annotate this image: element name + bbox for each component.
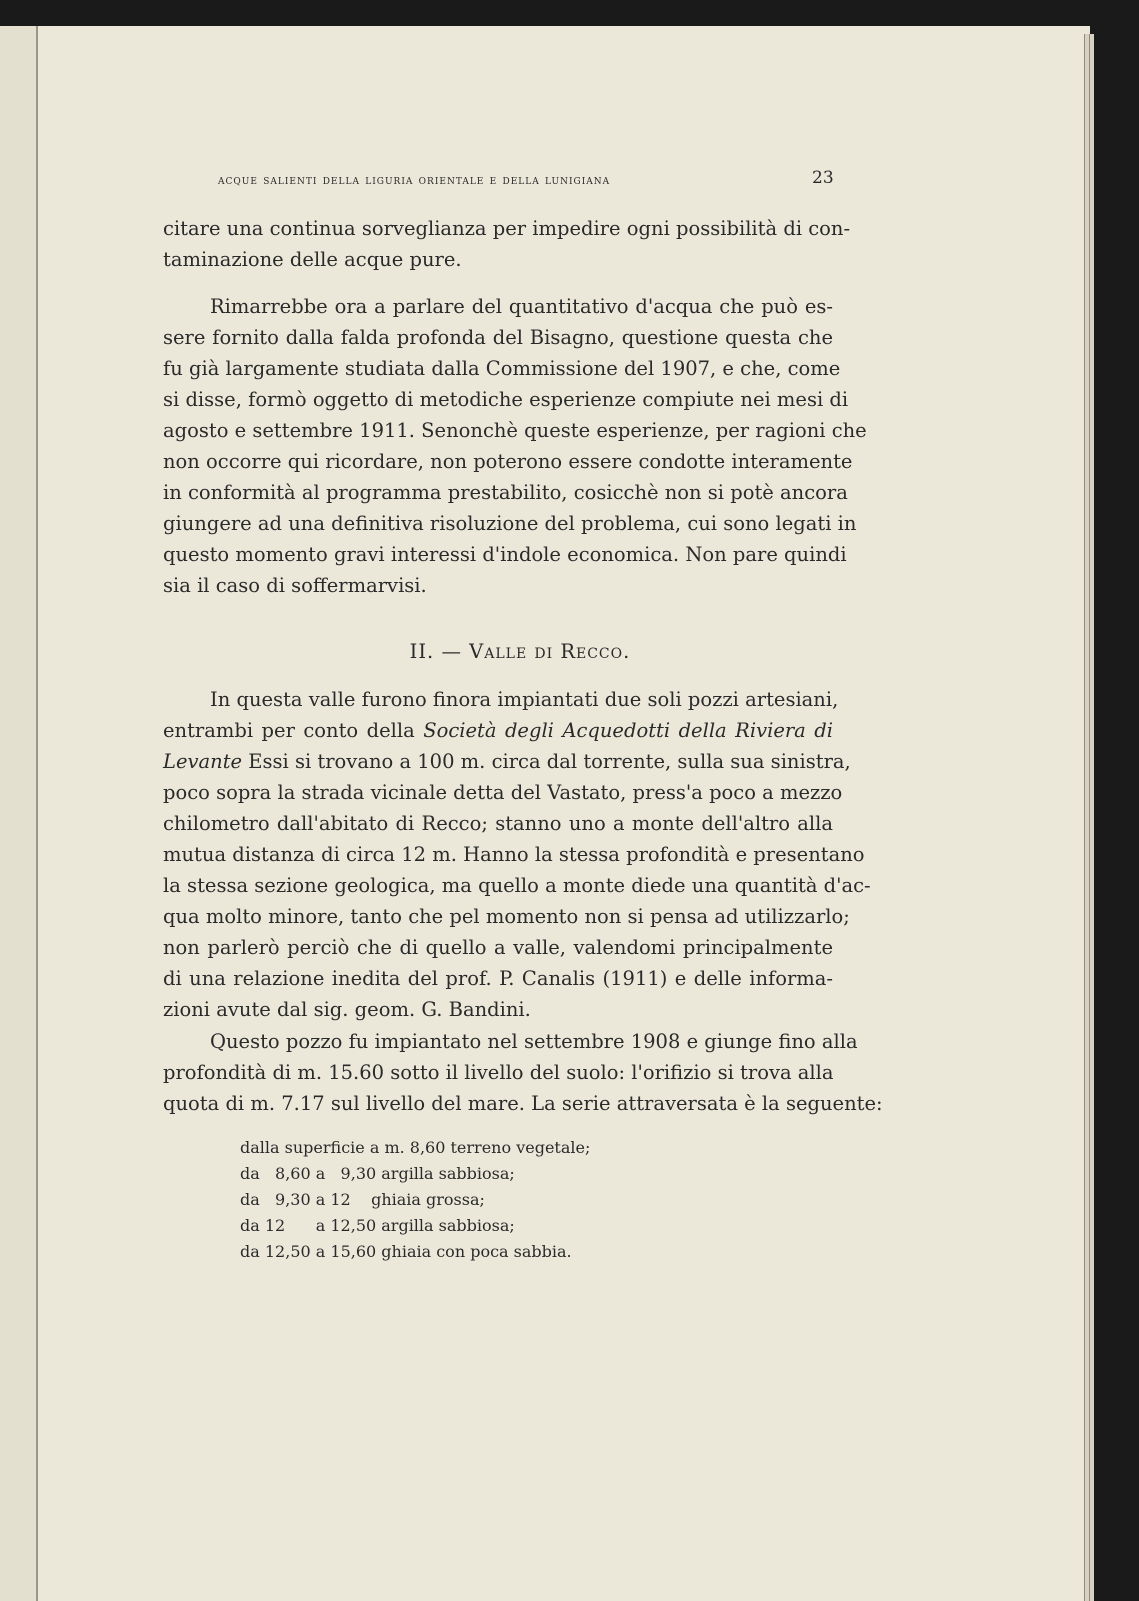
text-line: questo momento gravi interessi d'indole economica. Non pare quindi <box>163 543 847 566</box>
institution-name: Società degli Acquedotti della Riviera di <box>423 719 833 742</box>
text-line: in conformità al programma prestabilito, cosicchè non si potè ancora <box>163 481 848 504</box>
page-edge <box>1089 34 1094 1601</box>
previous-page-edge <box>0 26 38 1601</box>
running-header: acque salienti della liguria orientale e della lunigiana <box>218 172 611 188</box>
strata-row: dalla superficie a m. 8,60 terreno vegetale; <box>240 1138 591 1157</box>
text-line: poco sopra la strada vicinale detta del Vastato, press'a poco a mezzo <box>163 781 843 804</box>
text-line: mutua distanza di circa 12 m. Hanno la stessa profondità e presentano <box>163 843 865 866</box>
text-line <box>163 719 833 743</box>
text-line: zioni avute dal sig. geom. G. Bandini. <box>163 998 531 1021</box>
text-line: citare una continua sorveglianza per impedire ogni possibilità di con- <box>163 217 851 240</box>
page-number: 23 <box>812 168 834 188</box>
text-line: giungere ad una definitiva risoluzione del problema, cui sono legati in <box>163 512 857 535</box>
strata-row: da 12 a 12,50 argilla sabbiosa; <box>240 1216 515 1235</box>
text-line: sia il caso di soffermarvisi. <box>163 574 427 597</box>
text-line: quota di m. 7.17 sul livello del mare. La serie attraversata è la seguente: <box>163 1092 883 1115</box>
text-line: sere fornito dalla falda profonda del Bisagno, questione questa che <box>163 326 833 349</box>
strata-row: da 12,50 a 15,60 ghiaia con poca sabbia. <box>240 1242 572 1261</box>
text-line: fu già largamente studiata dalla Commissione del 1907, e che, come <box>163 357 841 380</box>
text-span: Essi si trovano a 100 m. circa dal torrente, sulla sua sinistra, <box>242 750 851 773</box>
institution-name: Levante <box>163 750 243 773</box>
text-line: di una relazione inedita del prof. P. Canalis (1911) e delle informa- <box>163 967 833 990</box>
text-line: profondità di m. 15.60 sotto il livello del suolo: l'orifizio si trova alla <box>163 1061 834 1084</box>
text-line <box>163 750 851 774</box>
text-line: non parlerò perciò che di quello a valle, valendomi principalmente <box>163 936 833 959</box>
strata-row: da 9,30 a 12 ghiaia grossa; <box>240 1190 485 1209</box>
section-heading: II. — Valle di Recco. <box>409 640 631 663</box>
text-line: taminazione delle acque pure. <box>163 248 462 271</box>
text-line: si disse, formò oggetto di metodiche esperienze compiute nei mesi di <box>163 388 849 411</box>
text-line: la stessa sezione geologica, ma quello a monte diede una quantità d'ac- <box>163 874 871 897</box>
text-line: agosto e settembre 1911. Senonchè queste esperienze, per ragioni che <box>163 419 867 442</box>
text-line: qua molto minore, tanto che pel momento non si pensa ad utilizzarlo; <box>163 905 850 928</box>
text-line: Questo pozzo fu impiantato nel settembre 1908 e giunge fino alla <box>210 1030 858 1053</box>
text-line: chilometro dall'abitato di Recco; stanno uno a monte dell'altro alla <box>163 812 833 835</box>
text-line: Rimarrebbe ora a parlare del quantitativo d'acqua che può es- <box>210 295 833 318</box>
strata-row: da 8,60 a 9,30 argilla sabbiosa; <box>240 1164 515 1183</box>
text-line: In questa valle furono finora impiantati due soli pozzi artesiani, <box>210 688 839 711</box>
text-span: entrambi per conto della <box>163 719 424 742</box>
text-line: non occorre qui ricordare, non poterono essere condotte interamente <box>163 450 853 473</box>
